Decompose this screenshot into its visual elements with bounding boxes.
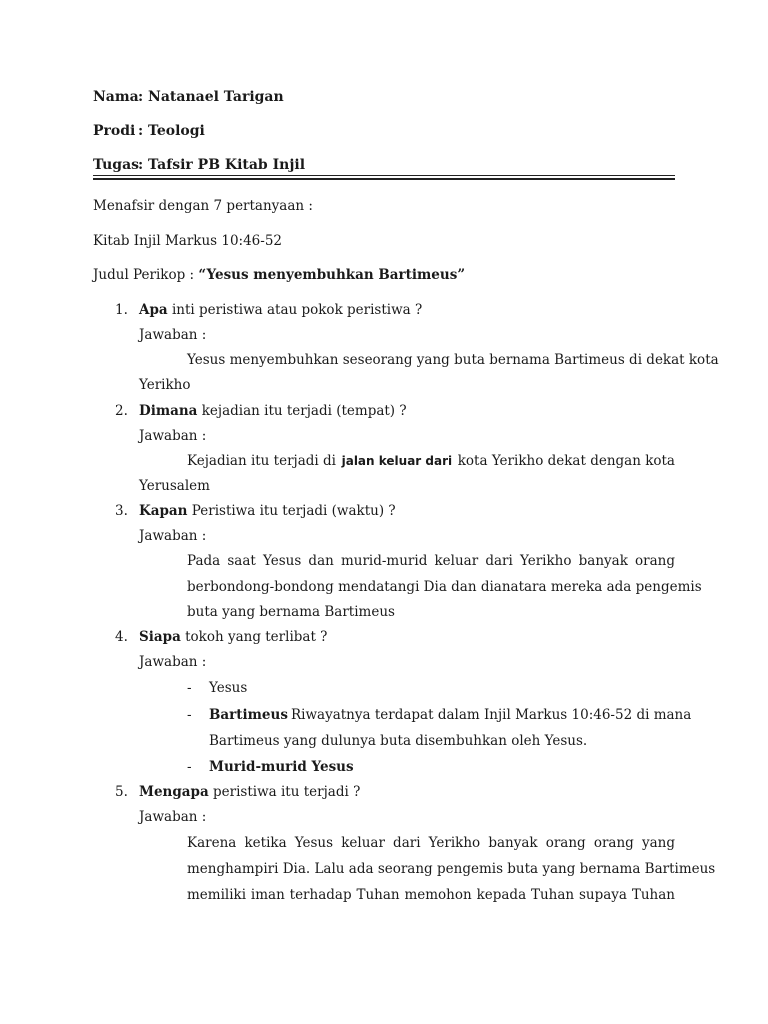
- q2-answer-label: Jawaban :: [139, 428, 207, 444]
- nama-label: Nama: [93, 89, 139, 105]
- q4-rest: tokoh yang terlibat ?: [180, 629, 328, 645]
- nama-value: : Natanael Tarigan: [138, 89, 284, 105]
- q2-rest: kejadian itu terjadi (tempat) ?: [197, 403, 407, 419]
- q3-answer-line1: Pada saat Yesus dan murid-murid keluar dari Yerikho banyak orang: [187, 553, 675, 569]
- method-text: Menafsir dengan 7 pertanyaan :: [93, 198, 313, 214]
- q4-answer-label: Jawaban :: [139, 654, 207, 670]
- q3-answer-line3: buta yang bernama Bartimeus: [187, 604, 395, 620]
- q1-answer-line2: Yerikho: [139, 377, 191, 393]
- header-rule-top: [93, 175, 675, 176]
- q4-item-dash: -: [187, 680, 192, 696]
- q2-number: 2.: [115, 403, 128, 419]
- q4-item-bartimeus-text: Riwayatnya terdapat dalam Injil Markus 10:46-52 di mana: [291, 707, 692, 723]
- q2-keyword: Dimana: [139, 403, 198, 419]
- q1-keyword: Apa: [139, 302, 168, 318]
- q4-item-dash: -: [187, 707, 192, 723]
- q2-answer-pre: Kejadian itu terjadi di: [187, 453, 336, 469]
- pericope-label: Judul Perikop :: [93, 267, 195, 283]
- q1-answer-line1: Yesus menyembuhkan seseorang yang buta bernama Bartimeus di dekat kota: [187, 352, 719, 368]
- prodi-value: : Teologi: [138, 123, 205, 139]
- q4-text: [139, 628, 327, 646]
- q2-answer-post: kota Yerikho dekat dengan kota: [457, 453, 675, 469]
- q5-rest: peristiwa itu terjadi ?: [208, 784, 361, 800]
- q5-answer-label: Jawaban :: [139, 809, 207, 825]
- q2-answer-emph: jalan keluar dari: [341, 454, 453, 468]
- q5-answer-line1: Karena ketika Yesus keluar dari Yerikho banyak orang orang yang: [187, 835, 675, 851]
- pericope-value: “Yesus menyembuhkan Bartimeus”: [198, 267, 466, 283]
- header-rule-bottom: [93, 178, 675, 180]
- q3-number: 3.: [115, 503, 128, 519]
- q5-answer-line2: menghampiri Dia. Lalu ada seorang pengemis buta yang bernama Bartimeus: [187, 861, 716, 877]
- q1-answer-label: Jawaban :: [139, 327, 207, 343]
- q4-item-bartimeus-name: Bartimeus: [209, 707, 288, 723]
- q2-text: [139, 402, 407, 420]
- q4-item-dash: -: [187, 759, 192, 775]
- pericope-title: [93, 266, 465, 284]
- tugas-label: Tugas: [93, 157, 140, 173]
- q4-item-bartimeus: [209, 706, 692, 724]
- q2-answer-line1: [187, 452, 675, 470]
- q3-answer-label: Jawaban :: [139, 528, 207, 544]
- tugas-value: : Tafsir PB Kitab Injil: [138, 157, 306, 173]
- prodi-label: Prodi: [93, 123, 136, 139]
- passage-text: Kitab Injil Markus 10:46-52: [93, 233, 283, 249]
- q1-number: 1.: [115, 302, 128, 318]
- q4-item-murid: Murid-murid Yesus: [209, 759, 354, 775]
- q5-number: 5.: [115, 784, 128, 800]
- q3-answer-line2: berbondong-bondong mendatangi Dia dan dianatara mereka ada pengemis: [187, 579, 702, 595]
- q3-rest: Peristiwa itu terjadi (waktu) ?: [187, 503, 396, 519]
- q5-answer-line3: memiliki iman terhadap Tuhan memohon kepada Tuhan supaya Tuhan: [187, 887, 675, 903]
- q2-answer-line2: Yerusalem: [139, 478, 210, 494]
- q5-text: [139, 783, 360, 801]
- q3-keyword: Kapan: [139, 503, 188, 519]
- q4-number: 4.: [115, 629, 128, 645]
- q1-text: [139, 301, 422, 319]
- q5-keyword: Mengapa: [139, 784, 209, 800]
- q1-rest: inti peristiwa atau pokok peristiwa ?: [167, 302, 423, 318]
- q4-keyword: Siapa: [139, 629, 181, 645]
- q4-item-bartimeus-cont: Bartimeus yang dulunya buta disembuhkan oleh Yesus.: [209, 733, 588, 749]
- q3-text: [139, 502, 396, 520]
- q4-item-yesus: Yesus: [209, 680, 248, 696]
